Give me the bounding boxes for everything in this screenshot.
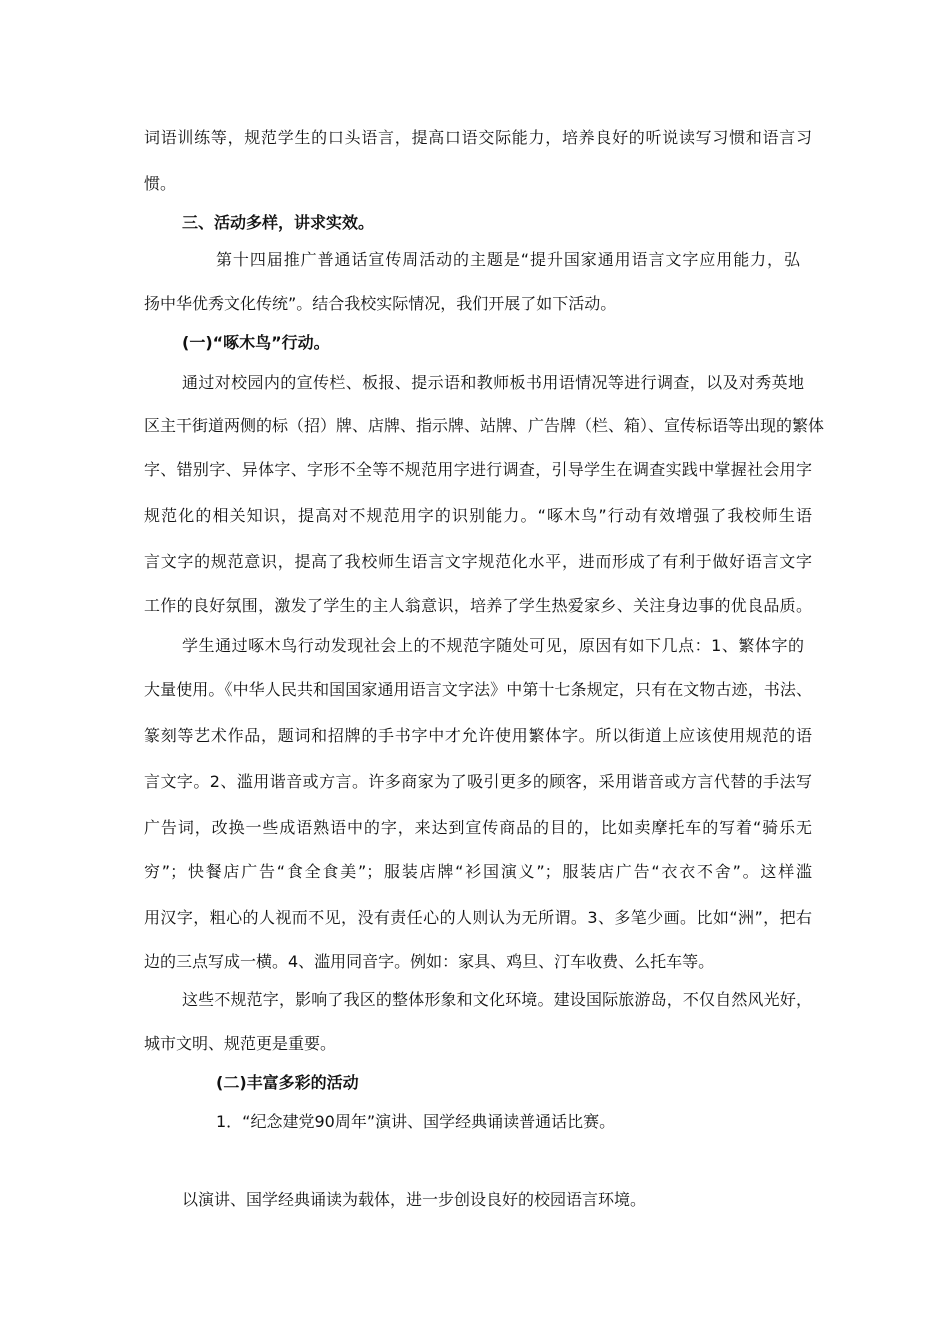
subsection-heading: (二)丰富多彩的活动 bbox=[216, 1073, 359, 1092]
paragraph-line: 扬中华优秀文化传统”。结合我校实际情况，我们开展了如下活动。 bbox=[144, 294, 617, 313]
paragraph-line: 学生通过啄木鸟行动发现社会上的不规范字随处可见，原因有如下几点：1、繁体字的 bbox=[182, 636, 804, 655]
paragraph-line: 工作的良好氛围，激发了学生的主人翁意识，培养了学生热爱家乡、关注身边事的优良品质。 bbox=[144, 596, 812, 615]
paragraph-line: 区主干街道两侧的标（招）牌、店牌、指示牌、站牌、广告牌（栏、箱）、宣传标语等出现的繁体 bbox=[144, 416, 825, 435]
section-heading: 三、活动多样，讲求实效。 bbox=[182, 213, 375, 232]
list-item: 1．“纪念建党90周年”演讲、国学经典诵读普通话比赛。 bbox=[216, 1112, 616, 1131]
paragraph-line: 这些不规范字，影响了我区的整体形象和文化环境。建设国际旅游岛，不仅自然风光好， bbox=[182, 990, 812, 1009]
paragraph-line: 字、错别字、异体字、字形不全等不规范用字进行调查，引导学生在调查实践中掌握社会用字 bbox=[144, 460, 812, 479]
paragraph-line: 广告词，改换一些成语熟语中的字，来达到宣传商品的目的，比如卖摩托车的写着“骑乐无 bbox=[144, 818, 812, 837]
paragraph-line: 以演讲、国学经典诵读为载体，进一步创设良好的校园语言环境。 bbox=[182, 1190, 647, 1209]
paragraph-line: 通过对校园内的宣传栏、板报、提示语和教师板书用语情况等进行调查，以及对秀英地 bbox=[182, 373, 804, 392]
paragraph-line: 规范化的相关知识，提高对不规范用字的识别能力。“啄木鸟”行动有效增强了我校师生语 bbox=[144, 506, 812, 525]
paragraph-line: 言文字的规范意识，提高了我校师生语言文字规范化水平，进而形成了有利于做好语言文字 bbox=[144, 552, 812, 571]
paragraph-line: 惯。 bbox=[144, 174, 177, 193]
paragraph-line: 篆刻等艺术作品，题词和招牌的手书字中才允许使用繁体字。所以街道上应该使用规范的语 bbox=[144, 726, 812, 745]
paragraph-line: 穷”；快餐店广告“食全食美”；服装店牌“衫国演义”；服装店广告“衣衣不舍”。这样滥 bbox=[144, 862, 812, 881]
paragraph-line: 言文字。2、滥用谐音或方言。许多商家为了吸引更多的顾客，采用谐音或方言代替的手法写 bbox=[144, 772, 812, 791]
paragraph-line: 边的三点写成一横。4、滥用同音字。例如：家具、鸡旦、汀车收费、么托车等。 bbox=[144, 952, 715, 971]
paragraph-line: 大量使用。《中华人民共和国国家通用语言文字法》中第十七条规定，只有在文物古迹，书法、 bbox=[144, 680, 812, 699]
paragraph-line: 城市文明、规范更是重要。 bbox=[144, 1034, 337, 1053]
paragraph-line: 用汉字，粗心的人视而不见，没有责任心的人则认为无所谓。3、多笔少画。比如“洲”，把右 bbox=[144, 908, 812, 927]
paragraph-line: 词语训练等，规范学生的口头语言，提高口语交际能力，培养良好的听说读写习惯和语言习 bbox=[144, 128, 812, 147]
paragraph-line: 第十四届推广普通话宣传周活动的主题是“提升国家通用语言文字应用能力，弘 bbox=[216, 250, 800, 269]
subsection-heading: (一)“啄木鸟”行动。 bbox=[182, 333, 330, 352]
